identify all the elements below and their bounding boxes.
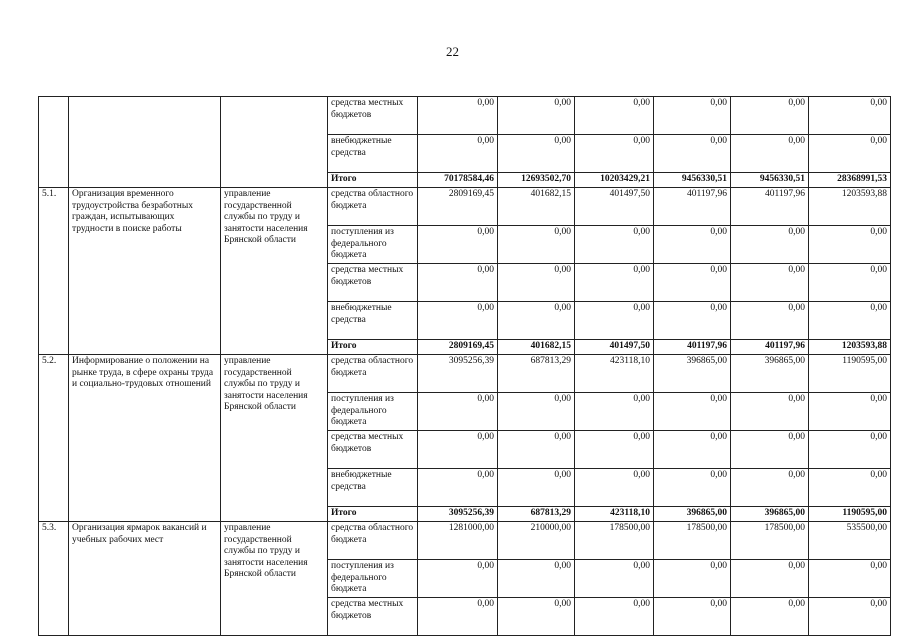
amount-cell: 0,00	[418, 135, 498, 173]
amount-cell: 0,00	[731, 598, 809, 636]
amount-cell: 0,00	[498, 598, 575, 636]
amount-cell: 0,00	[654, 302, 731, 340]
funding-source: средства областного бюджета	[328, 355, 418, 393]
amount-cell: 0,00	[731, 431, 809, 469]
amount-cell: 0,00	[731, 302, 809, 340]
item-executor: управление государственной службы по труду и занятости населения Брянской области	[221, 355, 328, 522]
amount-cell: 0,00	[731, 135, 809, 173]
amount-cell: 0,00	[575, 393, 654, 431]
amount-cell: 1281000,00	[418, 522, 498, 560]
amount-cell: 0,00	[654, 393, 731, 431]
amount-cell: 1190595,00	[809, 507, 891, 522]
item-index: 5.1.	[39, 188, 69, 355]
amount-cell: 0,00	[731, 226, 809, 264]
amount-cell: 1190595,00	[809, 355, 891, 393]
amount-cell: 0,00	[418, 302, 498, 340]
amount-cell: 0,00	[731, 469, 809, 507]
amount-cell: 0,00	[498, 302, 575, 340]
amount-cell: 0,00	[654, 469, 731, 507]
amount-cell: 0,00	[654, 560, 731, 598]
item-executor	[221, 97, 328, 188]
amount-cell: 178500,00	[575, 522, 654, 560]
amount-cell: 0,00	[809, 135, 891, 173]
amount-cell: 687813,29	[498, 355, 575, 393]
table-row	[39, 188, 891, 226]
amount-cell: 401682,15	[498, 188, 575, 226]
amount-cell: 0,00	[731, 393, 809, 431]
amount-cell: 0,00	[809, 302, 891, 340]
amount-cell: 0,00	[418, 226, 498, 264]
amount-cell: 28368991,53	[809, 173, 891, 188]
amount-cell: 0,00	[809, 97, 891, 135]
amount-cell: 0,00	[654, 226, 731, 264]
funding-source: средства областного бюджета	[328, 522, 418, 560]
amount-cell: 178500,00	[654, 522, 731, 560]
funding-source: средства местных бюджетов	[328, 598, 418, 636]
amount-cell: 0,00	[575, 97, 654, 135]
amount-cell: 0,00	[418, 431, 498, 469]
funding-source: внебюджетные средства	[328, 302, 418, 340]
amount-cell: 0,00	[809, 560, 891, 598]
amount-cell: 0,00	[575, 469, 654, 507]
item-executor: управление государственной службы по труду и занятости населения Брянской области	[221, 188, 328, 355]
amount-cell: 0,00	[418, 264, 498, 302]
funding-source: средства местных бюджетов	[328, 431, 418, 469]
amount-cell: 423118,10	[575, 507, 654, 522]
amount-cell: 0,00	[575, 302, 654, 340]
amount-cell: 0,00	[575, 431, 654, 469]
amount-cell: 401197,96	[654, 340, 731, 355]
amount-cell: 0,00	[654, 431, 731, 469]
amount-cell: 396865,00	[654, 355, 731, 393]
amount-cell: 0,00	[418, 560, 498, 598]
amount-cell: 0,00	[654, 97, 731, 135]
amount-cell: 401197,96	[731, 340, 809, 355]
item-index: 5.3.	[39, 522, 69, 636]
amount-cell: 0,00	[731, 560, 809, 598]
amount-cell: 0,00	[498, 393, 575, 431]
amount-cell: 0,00	[498, 431, 575, 469]
amount-cell: 0,00	[498, 97, 575, 135]
amount-cell: 401497,50	[575, 188, 654, 226]
funding-source: внебюджетные средства	[328, 135, 418, 173]
page-number: 22	[446, 44, 459, 59]
amount-cell: 3095256,39	[418, 507, 498, 522]
table-row	[39, 97, 891, 135]
table-row	[39, 522, 891, 560]
item-name	[69, 97, 221, 188]
funding-source: средства областного бюджета	[328, 188, 418, 226]
amount-cell: 0,00	[809, 226, 891, 264]
amount-cell: 9456330,51	[731, 173, 809, 188]
amount-cell: 9456330,51	[654, 173, 731, 188]
amount-cell: 0,00	[809, 431, 891, 469]
amount-cell: 0,00	[654, 135, 731, 173]
amount-cell: 401497,50	[575, 340, 654, 355]
total-label: Итого	[328, 340, 418, 355]
amount-cell: 0,00	[654, 598, 731, 636]
amount-cell: 0,00	[575, 226, 654, 264]
amount-cell: 70178584,46	[418, 173, 498, 188]
amount-cell: 0,00	[575, 560, 654, 598]
funding-source: поступления из федерального бюджета	[328, 560, 418, 598]
amount-cell: 401197,96	[731, 188, 809, 226]
total-label: Итого	[328, 173, 418, 188]
item-executor: управление государственной службы по труду и занятости населения Брянской области	[221, 522, 328, 636]
amount-cell: 396865,00	[731, 355, 809, 393]
funding-source: поступления из федерального бюджета	[328, 226, 418, 264]
amount-cell: 0,00	[809, 598, 891, 636]
item-name: Информирование о положении на рынке труда, в сфере охраны труда и социально-трудовых отношений	[69, 355, 221, 522]
funding-source: поступления из федерального бюджета	[328, 393, 418, 431]
amount-cell: 0,00	[418, 469, 498, 507]
amount-cell: 1203593,88	[809, 340, 891, 355]
amount-cell: 687813,29	[498, 507, 575, 522]
budget-table	[38, 96, 891, 636]
amount-cell: 0,00	[809, 264, 891, 302]
amount-cell: 10203429,21	[575, 173, 654, 188]
amount-cell: 0,00	[498, 560, 575, 598]
total-label: Итого	[328, 507, 418, 522]
amount-cell: 0,00	[654, 264, 731, 302]
amount-cell: 0,00	[809, 393, 891, 431]
amount-cell: 396865,00	[731, 507, 809, 522]
amount-cell: 401682,15	[498, 340, 575, 355]
amount-cell: 2809169,45	[418, 340, 498, 355]
amount-cell: 0,00	[498, 469, 575, 507]
item-name: Организация временного трудоустройства безработных граждан, испытывающих трудности в поиске работы	[69, 188, 221, 355]
table-row	[39, 355, 891, 393]
item-index: 5.2.	[39, 355, 69, 522]
amount-cell: 401197,96	[654, 188, 731, 226]
amount-cell: 0,00	[575, 264, 654, 302]
funding-source: средства местных бюджетов	[328, 264, 418, 302]
item-index	[39, 97, 69, 188]
amount-cell: 0,00	[731, 264, 809, 302]
funding-source: внебюджетные средства	[328, 469, 418, 507]
amount-cell: 0,00	[418, 97, 498, 135]
amount-cell: 535500,00	[809, 522, 891, 560]
amount-cell: 12693502,70	[498, 173, 575, 188]
amount-cell: 210000,00	[498, 522, 575, 560]
amount-cell: 3095256,39	[418, 355, 498, 393]
amount-cell: 396865,00	[654, 507, 731, 522]
amount-cell: 0,00	[809, 469, 891, 507]
amount-cell: 1203593,88	[809, 188, 891, 226]
amount-cell: 0,00	[575, 598, 654, 636]
amount-cell: 0,00	[418, 393, 498, 431]
amount-cell: 0,00	[498, 135, 575, 173]
amount-cell: 0,00	[575, 135, 654, 173]
amount-cell: 0,00	[498, 264, 575, 302]
amount-cell: 0,00	[498, 226, 575, 264]
amount-cell: 178500,00	[731, 522, 809, 560]
amount-cell: 0,00	[418, 598, 498, 636]
amount-cell: 0,00	[731, 97, 809, 135]
funding-source: средства местных бюджетов	[328, 97, 418, 135]
amount-cell: 423118,10	[575, 355, 654, 393]
amount-cell: 2809169,45	[418, 188, 498, 226]
item-name: Организация ярмарок вакансий и учебных рабочих мест	[69, 522, 221, 636]
